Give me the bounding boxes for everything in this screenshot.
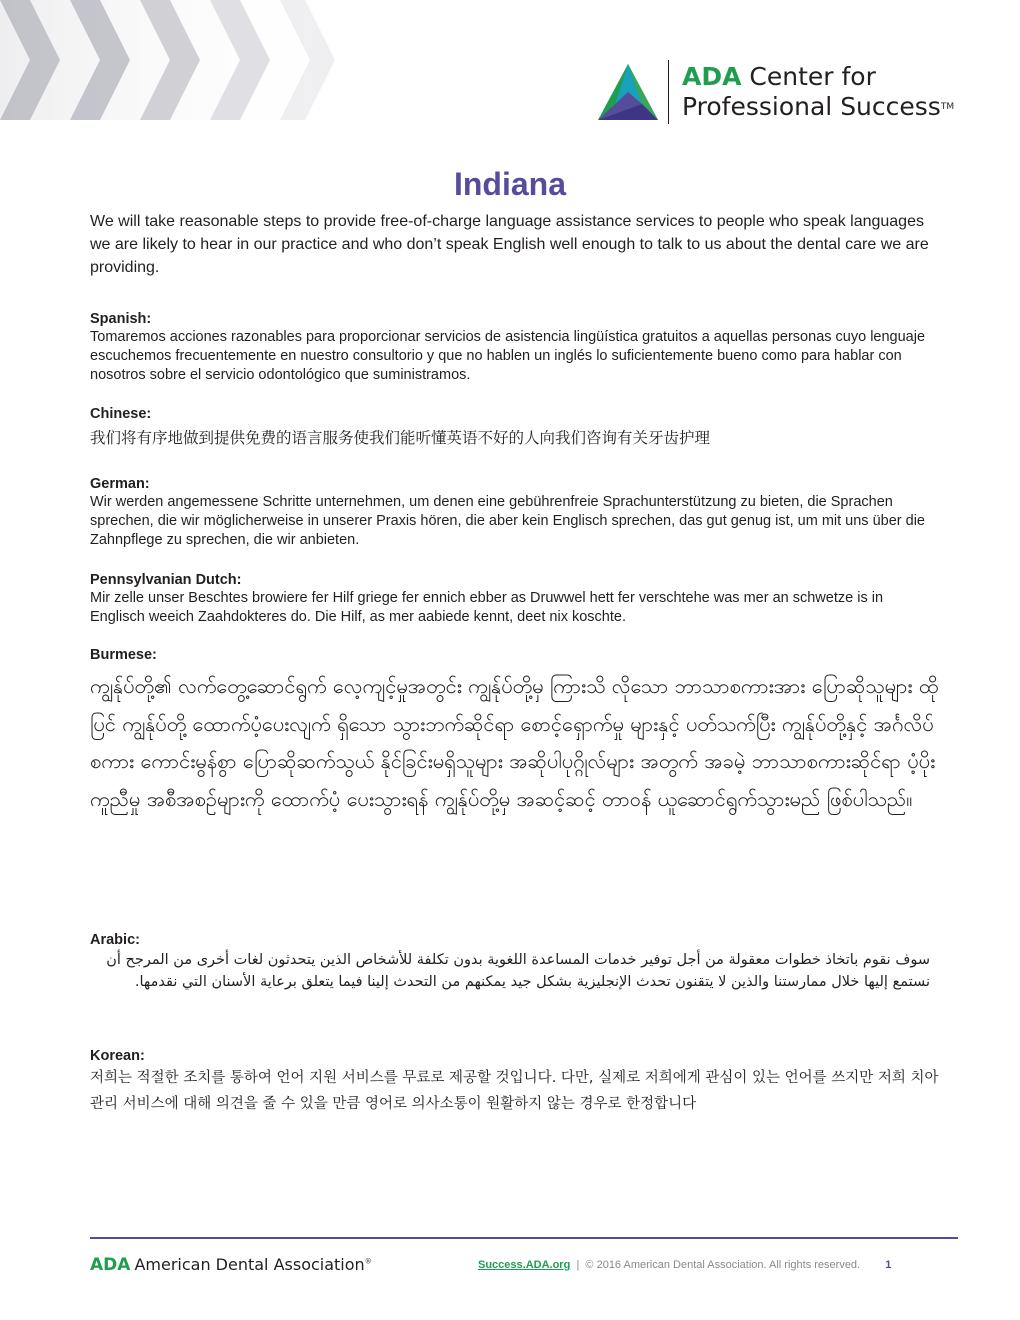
- section-pennsylvanian-dutch: [90, 571, 940, 627]
- chevron-banner-decoration: [0, 0, 360, 120]
- page-number: 1: [885, 1259, 892, 1271]
- ada-cps-logo: [598, 56, 988, 128]
- section-text: Wir werden angemessene Schritte unternehmen, um denen eine gebührenfreie Sprachunterstützung zu bieten, die Sprachen sprechen, die wir möglicherweise in unserer Praxis hören, die aber kein Englisch sprechen, das gut genug ist, um mit uns über die Zahnpflege zu sprechen, die wir anbieten.: [90, 494, 925, 548]
- section-heading: German:: [90, 476, 150, 492]
- triangle-logo-icon: [598, 64, 658, 120]
- trademark-mark: TM: [940, 102, 955, 112]
- logo-text: [682, 62, 954, 122]
- page-title: Indiana: [453, 166, 566, 202]
- section-text: Mir zelle unser Beschtes browiere fer Hilf griege fer ennich ebber as Druwwel hett fer verschtehe was mer an schwetze is in Englisch weeich Zaahdokteres do. Die Hilf, as mer aabiede kennt, deet nix koschte.: [90, 590, 884, 625]
- logo-line2-text: Professional Success: [682, 92, 941, 121]
- section-text: ကျွန်ုပ်တို့၏ လက်တွေ့ဆောင်ရွက် လေ့ကျင့်မှုအတွင်း ကျွန်ုပ်တို့မှ ကြားသိ လိုသော ဘာသာစကားအား ပြောဆိုသူများ ထိုပြင် ကျွန်ုပ်တို့ ထောက်ပံ့ပေးလျက် ရှိသော သွားဘက်ဆိုင်ရာ စောင့်ရှောက်မှု များနှင့် ပတ်သက်ပြီး ကျွန်ုပ်တို့နှင့် အင်္ဂလိပ် စကား ကောင်းမွန်စွာ ပြောဆိုဆက်သွယ် နိုင်ခြင်းမရှိသူများ အဆိုပါပုဂ္ဂိုလ်များ အတွက် အခမဲ့ ဘာသာစကားဆိုင်ရာ ပံ့ပိုး ကူညီမှု အစီအစဉ်များကို ထောက်ပံ့ ပေးသွားရန် ကျွန်ုပ်တို့မှ အဆင့်ဆင့် တာဝန် ယူဆောင်ရွက်သွားမည် ဖြစ်ပါသည်။: [90, 674, 939, 811]
- copyright-text: © 2016 American Dental Association. All rights reserved.: [585, 1259, 861, 1271]
- logo-line1-text: Center for: [749, 62, 876, 91]
- ada-footer-logo: [90, 1255, 372, 1275]
- section-text: سوف نقوم باتخاذ خطوات معقولة من أجل توفير خدمات المساعدة اللغوية بدون تكلفة للأشخاص الذين يتحدثون لغات أخرى من المرجح أن نستمع إليها خلال ممارستنا والذين لا يتقنون تحدث الإنجليزية بشكل جيد يمكنهم من التحدث إلينا فيما يتعلق برعاية الأسنان التي نقدمها.: [106, 952, 930, 990]
- registered-mark: ®: [364, 1257, 372, 1266]
- section-text: 我们将有序地做到提供免费的语言服务使我们能听懂英语不好的人向我们咨询有关牙齿护理: [90, 429, 711, 447]
- section-chinese: [90, 405, 940, 448]
- success-link[interactable]: Success.ADA.org: [478, 1259, 571, 1271]
- section-german: [90, 475, 940, 550]
- section-korean: [90, 1047, 940, 1117]
- section-heading: Burmese:: [90, 647, 157, 663]
- section-arabic: [90, 931, 940, 993]
- intro-paragraph: We will take reasonable steps to provide free-of-charge language assistance services to people who speak languages we are likely to hear in our practice and who don’t speak English well enough to talk to us about the dental care we are providing.: [90, 213, 929, 276]
- section-burmese: [90, 646, 940, 818]
- section-text: Tomaremos acciones razonables para proporcionar servicios de asistencia lingüística gratuitos a aquellas personas cuyo lenguaje escuchemos frecuentemente en nuestro consultorio y que no hablen un inglés lo suficientemente bueno como para hablar con nosotros sobre el servicio odontológico que suministramos.: [90, 329, 926, 383]
- section-heading: Korean:: [90, 1048, 145, 1064]
- logo-ada-word: ADA: [682, 62, 742, 91]
- footer-separator: |: [576, 1259, 580, 1271]
- footer-org-name: American Dental Association: [134, 1255, 365, 1274]
- footer-ada-word: ADA: [90, 1255, 131, 1275]
- logo-divider: [668, 60, 669, 124]
- footer-divider: [90, 1237, 958, 1239]
- footer-info: [478, 1259, 891, 1271]
- section-heading: Chinese:: [90, 406, 152, 422]
- section-heading: Spanish:: [90, 311, 152, 327]
- section-heading: Pennsylvanian Dutch:: [90, 572, 242, 588]
- section-heading: Arabic:: [90, 932, 140, 948]
- section-spanish: [90, 310, 940, 385]
- section-text: 저희는 적절한 조치를 통하여 언어 지원 서비스를 무료로 제공할 것입니다. 다만, 실제로 저희에게 관심이 있는 언어를 쓰지만 저희 치아 관리 서비스에 대해 의견을 줄 수 있을 만큼 영어로 의사소통이 원활하지 않는 경우로 한정합니다: [90, 1070, 939, 1112]
